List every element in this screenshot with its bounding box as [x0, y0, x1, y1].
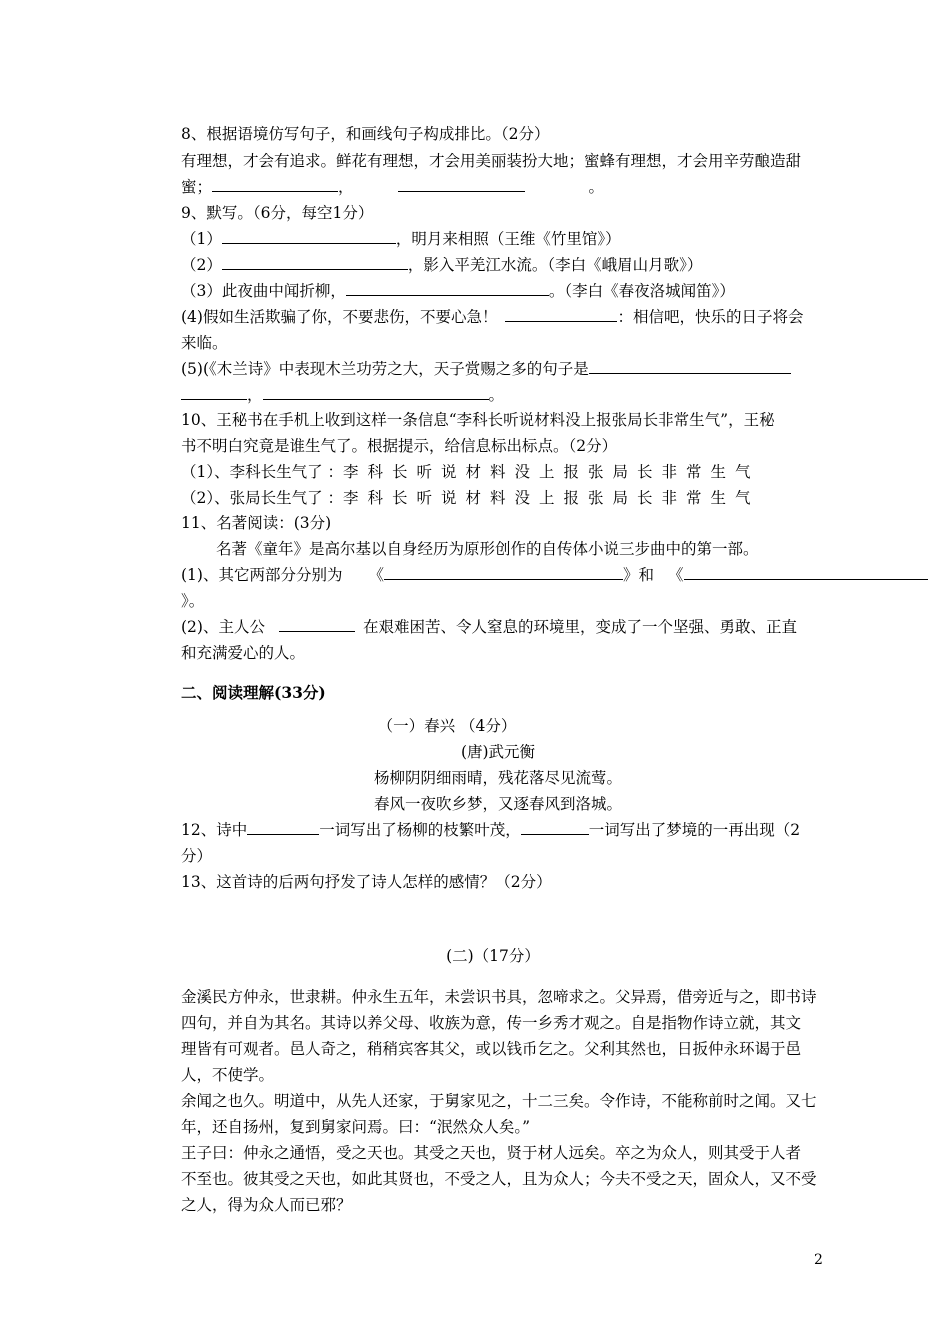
page-number: 2	[814, 1252, 823, 1268]
q9-blank-2[interactable]	[222, 255, 408, 270]
passage-heading: (二)（17分）	[446, 947, 540, 965]
q9-text: ，影入平羌江水流。（李白《峨眉山月歌》）	[407, 256, 703, 274]
passage-line: 理皆有可观者。邑人奇之，稍稍宾客其父，或以钱币乞之。父利其然也，日扳仲永环谒于邑	[181, 1040, 802, 1058]
q9-item-4-cont: 来临。	[181, 334, 228, 352]
q11-text: (2)、主人公	[181, 618, 265, 636]
q10-item-1	[181, 462, 760, 482]
q9-text: 。	[488, 386, 505, 404]
q9-blank-3[interactable]	[346, 281, 549, 296]
q11-text: (1)、其它两部分分别为	[181, 566, 343, 584]
q13-text: 13、这首诗的后两句抒发了诗人怎样的感情？（2分）	[181, 873, 552, 891]
q9-item-4	[181, 307, 803, 327]
q9-item-1	[181, 229, 621, 249]
q8-text: 。	[588, 178, 605, 196]
q9-blank-7[interactable]	[263, 385, 489, 400]
q12-line2: 分）	[181, 847, 213, 865]
q8-title: 8、根据语境仿写句子，和画线句子构成排比。（2分）	[181, 125, 550, 143]
q11-blank-2[interactable]	[684, 565, 928, 580]
q9-text: ，	[247, 386, 263, 404]
passage-line: 人，不使学。	[181, 1066, 275, 1084]
q10-sentence: 李科长听说材料没上报张局长非常生气	[343, 463, 760, 481]
passage-line: 金溪民方仲永，世隶耕。仲永生五年，未尝识书具，忽啼求之。父异焉，借旁近与之，即书诗	[181, 988, 817, 1006]
q9-text: ，明月来相照（王维《竹里馆》）	[395, 230, 621, 248]
q9-blank-6[interactable]	[181, 385, 247, 400]
poem-author: (唐)武元衡	[460, 743, 536, 761]
q8-text: 蜜；	[181, 178, 213, 196]
q9-item-5-cont	[181, 385, 504, 405]
q12-text: 一词写出了梦境的一再出现（2	[588, 821, 801, 839]
q9-item-3	[181, 281, 735, 301]
q11-text: 》和	[622, 566, 654, 584]
q8-line1: 有理想，才会有追求。鲜花有理想，才会用美丽装扮大地；蜜蜂有理想，才会用辛劳酿造甜	[181, 152, 802, 170]
q11-text: 《	[368, 566, 384, 584]
q11-item-2	[181, 617, 797, 637]
q9-title: 9、默写。（6分，每空1分）	[181, 204, 374, 222]
poem-heading: （一）春兴 （4分）	[377, 717, 517, 735]
q11-item-1	[181, 565, 928, 585]
passage-line: 不至也。彼其受之天也，如此其贤也，不受之人，且为众人；今夫不受之天，固众人，又不受	[181, 1170, 817, 1188]
q9-text: （3）此夜曲中闻折柳，	[181, 282, 346, 300]
q9-item-2	[181, 255, 702, 275]
q9-blank-5[interactable]	[589, 359, 791, 374]
section-2-title: 二、阅读理解(33分)	[181, 683, 326, 702]
passage-line: 之人，得为众人而已邪？	[181, 1196, 352, 1214]
q11-blank-1[interactable]	[384, 565, 623, 580]
q9-text: (5)(《木兰诗》中表现木兰功劳之大，天子赏赐之多的句子是	[181, 360, 589, 378]
q11-item-1-cont: 》。	[181, 592, 205, 610]
q11-blank-3[interactable]	[279, 617, 355, 632]
q10-line1: 10、王秘书在手机上收到这样一条信息“李科长听说材料没上报张局长非常生气”，王秘	[181, 411, 775, 429]
q9-text: （2）	[181, 256, 222, 274]
q9-blank-4[interactable]	[505, 307, 617, 322]
q9-item-5	[181, 359, 791, 379]
passage-line: 王子曰：仲永之通悟，受之天也。其受之天也，贤于材人远矣。卒之为众人，则其受于人者	[181, 1144, 802, 1162]
q8-line2	[181, 177, 604, 197]
passage-line: 余闻之也久。明道中，从先人还家，于舅家见之，十二三矣。令作诗，不能称前时之闻。又七	[181, 1092, 817, 1110]
q9-text: ：相信吧，快乐的日子将会	[617, 308, 804, 326]
q11-text: 在艰难困苦、令人窒息的环境里，变成了一个坚强、勇敢、正直	[362, 618, 797, 636]
q8-text: ，	[338, 178, 354, 196]
q10-label: （1）、李科长生气了 ：	[181, 463, 344, 481]
q12-blank-2[interactable]	[521, 820, 589, 835]
q11-text: 《	[668, 566, 684, 584]
q8-blank-1[interactable]	[212, 177, 338, 192]
q9-text: （1）	[181, 230, 222, 248]
q12-text: 12、诗中	[181, 821, 248, 839]
passage-line: 四句，并自为其名。其诗以养父母、收族为意，传一乡秀才观之。自是指物作诗立就，其文	[181, 1014, 802, 1032]
poem-line-2: 春风一夜吹乡梦，又逐春风到洛城。	[373, 795, 622, 813]
q10-sentence: 李科长听说材料没上报张局长非常生气	[343, 489, 760, 507]
q9-text: 。（李白《春夜洛城闻笛》）	[548, 282, 735, 300]
q11-title: 11、名著阅读：(3分)	[181, 514, 332, 532]
q10-label: （2）、张局长生气了 ：	[181, 489, 344, 507]
q11-item-2-cont: 和充满爱心的人。	[181, 644, 306, 662]
q11-intro: 名著《童年》是高尔基以自身经历为原形创作的自传体小说三步曲中的第一部。	[216, 540, 759, 558]
passage-line: 年，还自扬州，复到舅家问焉。曰：“泯然众人矣。”	[181, 1118, 531, 1136]
poem-line-1: 杨柳阴阴细雨晴，残花落尽见流莺。	[373, 769, 622, 787]
q9-text: (4)假如生活欺骗了你，不要悲伤，不要心急！	[181, 308, 498, 326]
q12-line1	[181, 820, 800, 840]
q12-blank-1[interactable]	[247, 820, 319, 835]
q8-blank-2[interactable]	[398, 177, 525, 192]
q10-item-2	[181, 488, 760, 508]
q12-text: 一词写出了杨柳的枝繁叶茂，	[319, 821, 521, 839]
q10-line2: 书不明白究竟是谁生气了。根据提示，给信息标出标点。（2分）	[181, 437, 618, 455]
q9-blank-1[interactable]	[222, 229, 396, 244]
